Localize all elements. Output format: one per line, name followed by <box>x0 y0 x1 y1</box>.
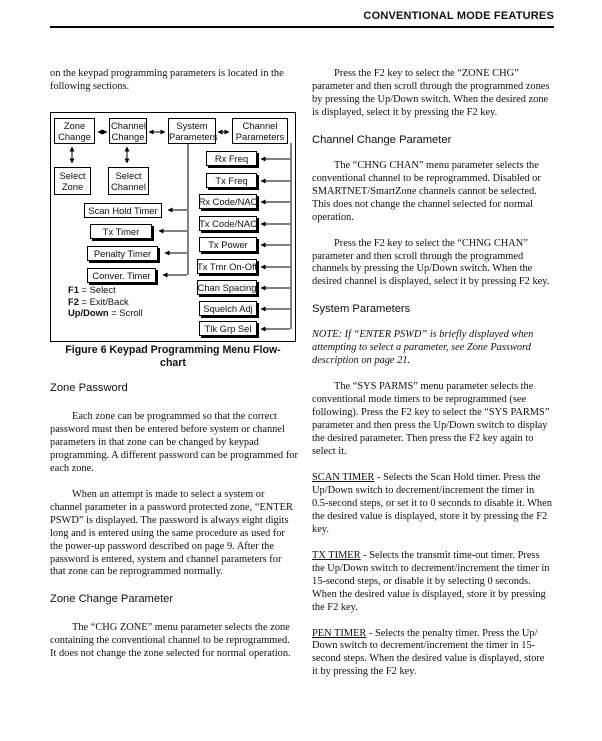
figure-caption-line1: Figure 6 Keypad Programming Menu Flow- <box>65 344 281 356</box>
zone-chg-instructions: Press the F2 key to select the “ZONE CHG” parameter and then scroll through the programmed zones by pressing the Up/Down switch. When the desired zone is displayed, select it by pressing the F2 key. <box>312 68 550 118</box>
channel-change-paragraph-2: Press the F2 key to select the “CHNG CHAN” parameter and then scroll through the programmed channels by pressing the Up/Down switch. When the desired channel is displayed, select it by pressing F2 key. <box>312 237 550 288</box>
tx-timer-box: Tx Timer <box>90 224 152 239</box>
legend-f2: F2 = Exit/Back <box>68 295 129 307</box>
legend-f1: F1 = Select <box>68 284 116 295</box>
tx-timer-desc: - Selects the transmit time-out timer. Press the Up/Down switch to decrement/increment the timer in 15-second steps, or disable it by selecting 0 seconds. When the desired value is displayed, store it by pressing the F2 key. <box>312 549 550 613</box>
scan-hold-timer-box: Scan Hold Timer <box>84 203 162 218</box>
select-zone-box: Select Zone <box>54 167 91 195</box>
select-channel-box: Select Channel <box>108 167 149 195</box>
zone-password-paragraph-2: When an attempt is made to select a system or channel parameter in a password protected zone, “ENTER PSWD” is displayed. The password is always eight digits long and is entered using the same procedure as used for the power-up password described on page 9. After the password is entered, system and channel parameters for that zone can be reprogrammed normally. <box>50 488 293 578</box>
zone-password-heading: Zone Password <box>50 382 128 394</box>
sys-parms-paragraph: The “SYS PARMS” menu parameter selects the conventional mode timers to be reprogrammed (see following). Press the F2 key to select the “SYS PARMS” parameter and then press the Up/Down switch to display the desired parameter. Then press the F2 key again to select it. <box>312 381 550 458</box>
tx-freq-box: Tx Freq <box>206 173 257 188</box>
tx-tmr-on-off-box: Tx Tmr On-Off <box>196 261 258 272</box>
conv-timer-box: Conver. Timer <box>87 268 156 283</box>
zone-password-paragraph-1: Each zone can be programmed so that the correct password must then be entered before system or channel parameters in that zone can be changed by keypad programming. A different password can be programmed for each zone. <box>50 411 298 474</box>
scan-timer-desc: - Selects the Scan Hold timer. Press the Up/Down switch to decrement/increment the timer in 0.5-second steps, or set it to 0 seconds to disable it. When the desired value is displayed, store it by pressing the F2 key. <box>312 471 552 535</box>
rx-code-nac-box: Rx Code/NAC <box>198 196 258 207</box>
squelch-adj-box: Squelch Adj <box>199 301 257 316</box>
chan-spacing-box: Chan Spacing <box>197 282 257 293</box>
pen-timer-desc: - Selects the penalty timer. Press the Up/ Down switch to decrement/increment the timer in 15-second steps. When the desired value is displayed, store it by pressing the F2 key. <box>312 627 545 678</box>
pen-timer-paragraph <box>312 628 552 680</box>
enter-pswd-note: NOTE: If “ENTER PSWD” is briefly displayed when attempting to select a parameter, see Zone Password description on page 21. <box>312 329 534 367</box>
tx-timer-term: TX TIMER <box>312 549 361 561</box>
zone-change-paragraph: The “CHG ZONE” menu parameter selects the zone containing the conventional channel to be reprogrammed. It does not change the zone selected for normal operation. <box>50 622 291 660</box>
header-rule <box>50 26 554 28</box>
scan-timer-term: SCAN TIMER <box>312 471 375 483</box>
scan-timer-paragraph <box>312 472 552 537</box>
keypad-menu-flowchart <box>50 112 296 342</box>
tx-code-nac-box: Tx Code/NAC <box>199 218 257 229</box>
left-column <box>50 68 298 94</box>
channel-change-paragraph-1: The “CHNG CHAN” menu parameter selects the conventional channel to be reprogrammed. Disabled or SMARTNET/SmartZone channels cannot be selected. This does not change the channel selected for normal operation. <box>312 159 541 223</box>
running-header-title: CONVENTIONAL MODE FEATURES <box>363 10 554 22</box>
system-parameters-box: System Parameters <box>169 120 218 142</box>
tlk-grp-sel-box: Tlk Grp Sel <box>199 321 257 336</box>
channel-change-heading: Channel Change Parameter <box>312 133 452 146</box>
figure-caption-line2: chart <box>160 357 186 369</box>
system-parameters-heading: System Parameters <box>312 303 411 316</box>
tx-power-box: Tx Power <box>199 237 257 252</box>
legend-updown: Up/Down = Scroll <box>68 307 143 318</box>
rx-freq-box: Rx Freq <box>206 151 257 166</box>
channel-parameters-box: Channel Parameters <box>232 118 288 144</box>
channel-change-box: Channel Change <box>111 120 146 142</box>
penalty-timer-box: Penalty Timer <box>87 246 158 261</box>
left-column-lower <box>50 381 298 661</box>
pen-timer-term: PEN TIMER <box>312 627 367 639</box>
right-column <box>312 68 552 679</box>
tx-timer-paragraph <box>312 550 552 615</box>
zone-change-heading: Zone Change Parameter <box>50 593 174 606</box>
zone-change-box: Zone Change <box>54 118 95 144</box>
intro-text: on the keypad programming parameters is located in the following sections. <box>50 68 284 92</box>
figure-caption <box>50 344 296 370</box>
flowchart-legend <box>68 284 143 319</box>
